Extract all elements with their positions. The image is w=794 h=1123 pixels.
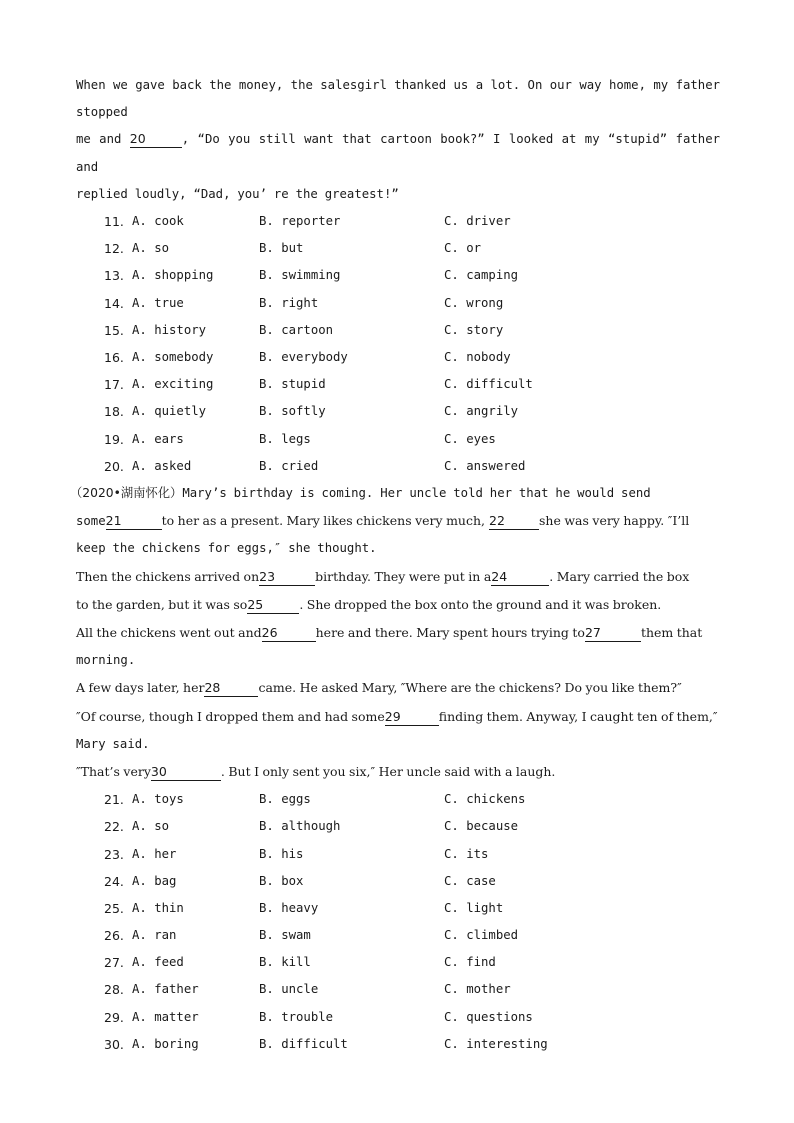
passage-1-line-1: When we gave back the money, the salesgirl thanked us a lot. On our way home, my father stopped bbox=[76, 78, 720, 120]
option-a: A. exciting bbox=[132, 377, 214, 392]
question-row bbox=[76, 290, 720, 317]
question-number: 28. bbox=[104, 982, 124, 998]
text-run: came. He asked Mary, ″Where are the chickens? Do you like them?″ bbox=[258, 680, 682, 696]
question-row bbox=[76, 813, 720, 840]
option-c: C. climbed bbox=[444, 928, 519, 943]
text-run: ″Of course, though I dropped them and had some bbox=[76, 708, 385, 724]
option-c: C. its bbox=[444, 846, 489, 861]
option-a: A. quietly bbox=[132, 404, 207, 419]
question-list-1 bbox=[76, 208, 720, 480]
option-b: B. kill bbox=[259, 955, 311, 970]
option-b: B. difficult bbox=[259, 1036, 348, 1051]
question-number: 22. bbox=[104, 819, 124, 835]
question-number: 30. bbox=[104, 1036, 124, 1052]
option-a: A. asked bbox=[132, 458, 192, 473]
option-b: B. his bbox=[259, 846, 304, 861]
document-page bbox=[70, 72, 720, 1058]
blank-28: 28 bbox=[204, 680, 258, 697]
passage-2-line-4 bbox=[76, 563, 720, 591]
passage-1 bbox=[76, 72, 720, 208]
text-run: them that bbox=[640, 624, 703, 640]
question-number: 29. bbox=[104, 1009, 124, 1025]
option-c: C. light bbox=[444, 900, 504, 915]
text-run: to her as a present. Mary likes chickens very much, bbox=[161, 513, 485, 529]
option-c: C. case bbox=[444, 873, 496, 888]
option-a: A. bag bbox=[132, 873, 177, 888]
question-row bbox=[76, 949, 720, 976]
option-a: A. so bbox=[132, 819, 170, 834]
question-number: 27. bbox=[104, 955, 124, 971]
option-a: A. boring bbox=[132, 1036, 199, 1051]
blank-30: 30 bbox=[151, 764, 221, 781]
option-c: C. questions bbox=[444, 1009, 533, 1024]
question-row bbox=[76, 1004, 720, 1031]
text-run: Mary’s birthday is coming. Her uncle told her that he would send bbox=[182, 485, 651, 500]
option-b: B. legs bbox=[259, 431, 311, 446]
question-row bbox=[76, 208, 720, 235]
question-number: 13. bbox=[104, 268, 124, 284]
text-run: finding them. Anyway, I caught ten of them,″ bbox=[438, 708, 718, 724]
text-run: All the chickens went out and bbox=[76, 624, 262, 640]
source-tag: （2020•湖南怀化） bbox=[70, 485, 183, 500]
option-c: C. chickens bbox=[444, 792, 526, 807]
option-a: A. somebody bbox=[132, 349, 214, 364]
question-number: 24. bbox=[104, 873, 124, 889]
option-c: C. because bbox=[444, 819, 519, 834]
passage-2-line-3: keep the chickens for eggs,″ she thought. bbox=[76, 541, 377, 556]
text-run: she was very happy. ″I’ll bbox=[539, 513, 690, 529]
option-c: C. driver bbox=[444, 214, 511, 229]
question-number: 16. bbox=[104, 349, 124, 365]
question-number: 14. bbox=[104, 295, 124, 311]
text-run: . She dropped the box onto the ground and it was broken. bbox=[299, 596, 662, 612]
option-a: A. history bbox=[132, 322, 207, 337]
option-c: C. answered bbox=[444, 458, 526, 473]
option-b: B. uncle bbox=[259, 982, 319, 997]
passage-2-line-6 bbox=[76, 619, 720, 647]
option-a: A. true bbox=[132, 295, 184, 310]
question-row bbox=[76, 976, 720, 1003]
option-b: B. cried bbox=[259, 458, 319, 473]
option-b: B. box bbox=[259, 873, 304, 888]
option-c: C. interesting bbox=[444, 1036, 548, 1051]
option-b: B. swam bbox=[259, 928, 311, 943]
option-a: A. shopping bbox=[132, 268, 214, 283]
option-b: B. although bbox=[259, 819, 341, 834]
question-number: 19. bbox=[104, 431, 124, 447]
question-row bbox=[76, 371, 720, 398]
blank-27: 27 bbox=[585, 625, 641, 642]
blank-20: 20 bbox=[130, 131, 182, 148]
passage-1-line-3: replied loudly, “Dad, you’ re the greatest!” bbox=[76, 186, 399, 201]
option-a: A. feed bbox=[132, 955, 184, 970]
text-run: A few days later, her bbox=[76, 680, 205, 696]
blank-25: 25 bbox=[247, 597, 299, 614]
question-row bbox=[76, 235, 720, 262]
option-a: A. her bbox=[132, 846, 177, 861]
text-run: me and bbox=[76, 132, 130, 147]
question-number: 23. bbox=[104, 846, 124, 862]
text-run: to the garden, but it was so bbox=[76, 596, 248, 612]
option-b: B. everybody bbox=[259, 349, 348, 364]
text-run: ″That’s very bbox=[76, 763, 151, 779]
option-c: C. camping bbox=[444, 268, 519, 283]
blank-22: 22 bbox=[489, 513, 539, 530]
text-run: birthday. They were put in a bbox=[315, 568, 492, 584]
question-row bbox=[76, 841, 720, 868]
option-b: B. reporter bbox=[259, 214, 341, 229]
question-number: 12. bbox=[104, 241, 124, 257]
option-a: A. cook bbox=[132, 214, 184, 229]
option-a: A. father bbox=[132, 982, 199, 997]
question-row bbox=[76, 317, 720, 344]
blank-29: 29 bbox=[385, 709, 439, 726]
question-row bbox=[76, 262, 720, 289]
passage-2-line-9 bbox=[76, 703, 720, 731]
question-row bbox=[76, 786, 720, 813]
option-c: C. or bbox=[444, 241, 482, 256]
option-c: C. find bbox=[444, 955, 496, 970]
passage-2-line-11 bbox=[76, 758, 720, 786]
question-row bbox=[76, 895, 720, 922]
question-row bbox=[76, 1031, 720, 1058]
text-run: Then the chickens arrived on bbox=[76, 568, 260, 584]
option-a: A. ran bbox=[132, 928, 177, 943]
text-run: some bbox=[76, 514, 106, 529]
question-number: 26. bbox=[104, 928, 124, 944]
option-c: C. wrong bbox=[444, 295, 504, 310]
question-number: 18. bbox=[104, 404, 124, 420]
option-c: C. story bbox=[444, 322, 504, 337]
option-b: B. swimming bbox=[259, 268, 341, 283]
blank-23: 23 bbox=[259, 569, 315, 586]
question-row bbox=[76, 453, 720, 480]
option-c: C. eyes bbox=[444, 431, 496, 446]
blank-26: 26 bbox=[262, 625, 316, 642]
question-number: 15. bbox=[104, 322, 124, 338]
option-c: C. nobody bbox=[444, 349, 511, 364]
text-run: here and there. Mary spent hours trying to bbox=[315, 624, 585, 640]
option-a: A. thin bbox=[132, 900, 184, 915]
option-a: A. so bbox=[132, 241, 170, 256]
option-b: B. eggs bbox=[259, 792, 311, 807]
option-b: B. softly bbox=[259, 404, 326, 419]
question-number: 21. bbox=[104, 792, 124, 808]
text-run: , “Do you still want that cartoon book?” I looked at my “stupid” father and bbox=[76, 132, 720, 174]
question-number: 20. bbox=[104, 458, 124, 474]
option-a: A. matter bbox=[132, 1009, 199, 1024]
question-row bbox=[76, 426, 720, 453]
question-row bbox=[76, 868, 720, 895]
question-number: 11. bbox=[104, 214, 124, 230]
text-run: . But I only sent you six,″ Her uncle said with a laugh. bbox=[220, 763, 556, 779]
passage-1-line-2 bbox=[76, 126, 720, 180]
option-b: B. heavy bbox=[259, 900, 319, 915]
passage-2-line-2 bbox=[76, 507, 720, 535]
question-number: 25. bbox=[104, 900, 124, 916]
blank-21: 21 bbox=[106, 513, 162, 530]
question-row bbox=[76, 398, 720, 425]
question-row bbox=[76, 922, 720, 949]
question-list-2 bbox=[76, 786, 720, 1058]
option-a: A. toys bbox=[132, 792, 184, 807]
option-b: B. trouble bbox=[259, 1009, 334, 1024]
passage-2-line-1 bbox=[70, 480, 720, 507]
passage-2 bbox=[70, 480, 720, 786]
option-b: B. stupid bbox=[259, 377, 326, 392]
passage-2-line-10: Mary said. bbox=[76, 736, 150, 751]
question-number: 17. bbox=[104, 377, 124, 393]
option-c: C. difficult bbox=[444, 377, 533, 392]
question-row bbox=[76, 344, 720, 371]
passage-2-line-5 bbox=[76, 591, 720, 619]
passage-2-line-8 bbox=[76, 674, 720, 702]
passage-2-line-7: morning. bbox=[76, 653, 136, 668]
option-c: C. angrily bbox=[444, 404, 519, 419]
option-b: B. but bbox=[259, 241, 304, 256]
text-run: . Mary carried the box bbox=[549, 568, 690, 584]
option-c: C. mother bbox=[444, 982, 511, 997]
option-b: B. right bbox=[259, 295, 319, 310]
option-a: A. ears bbox=[132, 431, 184, 446]
option-b: B. cartoon bbox=[259, 322, 334, 337]
blank-24: 24 bbox=[491, 569, 549, 586]
